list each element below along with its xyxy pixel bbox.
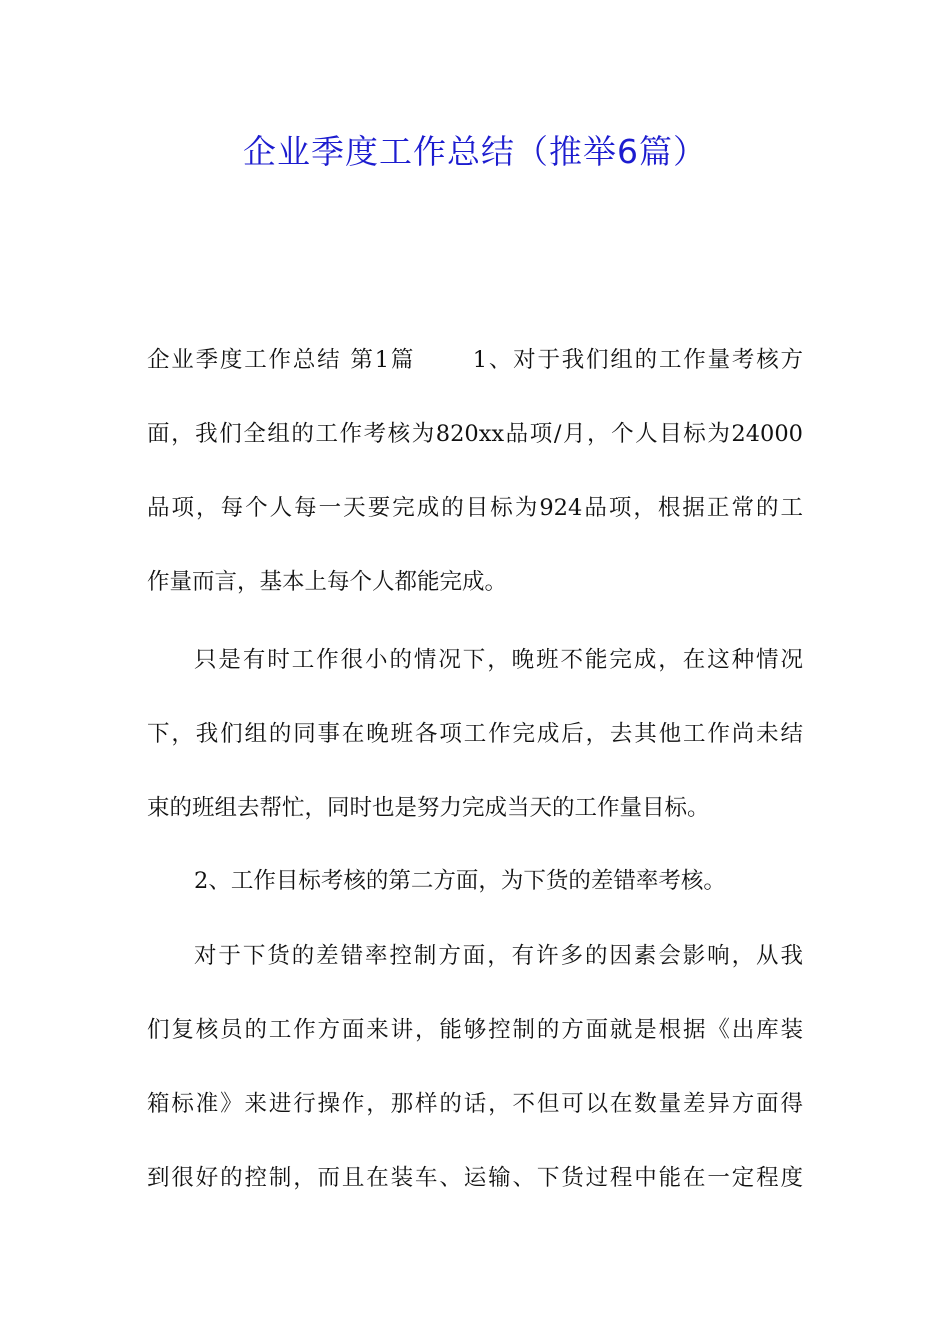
paragraph-line: 2、工作目标考核的第二方面，为下货的差错率考核。 [194,868,726,894]
document-title: 企业季度工作总结（推举6篇） [243,132,707,171]
paragraph-1 [147,323,803,619]
paragraph-line: 对于下货的差错率控制方面，有许多的因素会影响，从我 [194,943,803,969]
paragraph-line: 到很好的控制，而且在装车、运输、下货过程中能在一定程度 [147,1165,803,1191]
paragraph-4 [147,919,803,1215]
paragraph-line: 们复核员的工作方面来讲，能够控制的方面就是根据《出库装 [147,1017,803,1043]
paragraph-3 [147,844,726,918]
paragraph-line: 作量而言，基本上每个人都能完成。 [147,569,508,595]
paragraph-line: 只是有时工作很小的情况下，晚班不能完成，在这种情况 [194,647,803,673]
paragraph-line: 企业季度工作总结 第1篇 1、对于我们组的工作量考核方 [147,347,803,373]
paragraph-line: 面，我们全组的工作考核为820xx品项/月，个人目标为24000 [147,421,803,447]
paragraph-line: 下，我们组的同事在晚班各项工作完成后，去其他工作尚未结 [147,721,803,747]
paragraph-2 [147,623,803,845]
paragraph-line: 品项，每个人每一天要完成的目标为924品项，根据正常的工 [147,495,803,521]
paragraph-line: 箱标准》来进行操作，那样的话，不但可以在数量差异方面得 [147,1091,803,1117]
paragraph-line: 束的班组去帮忙，同时也是努力完成当天的工作量目标。 [147,795,710,821]
